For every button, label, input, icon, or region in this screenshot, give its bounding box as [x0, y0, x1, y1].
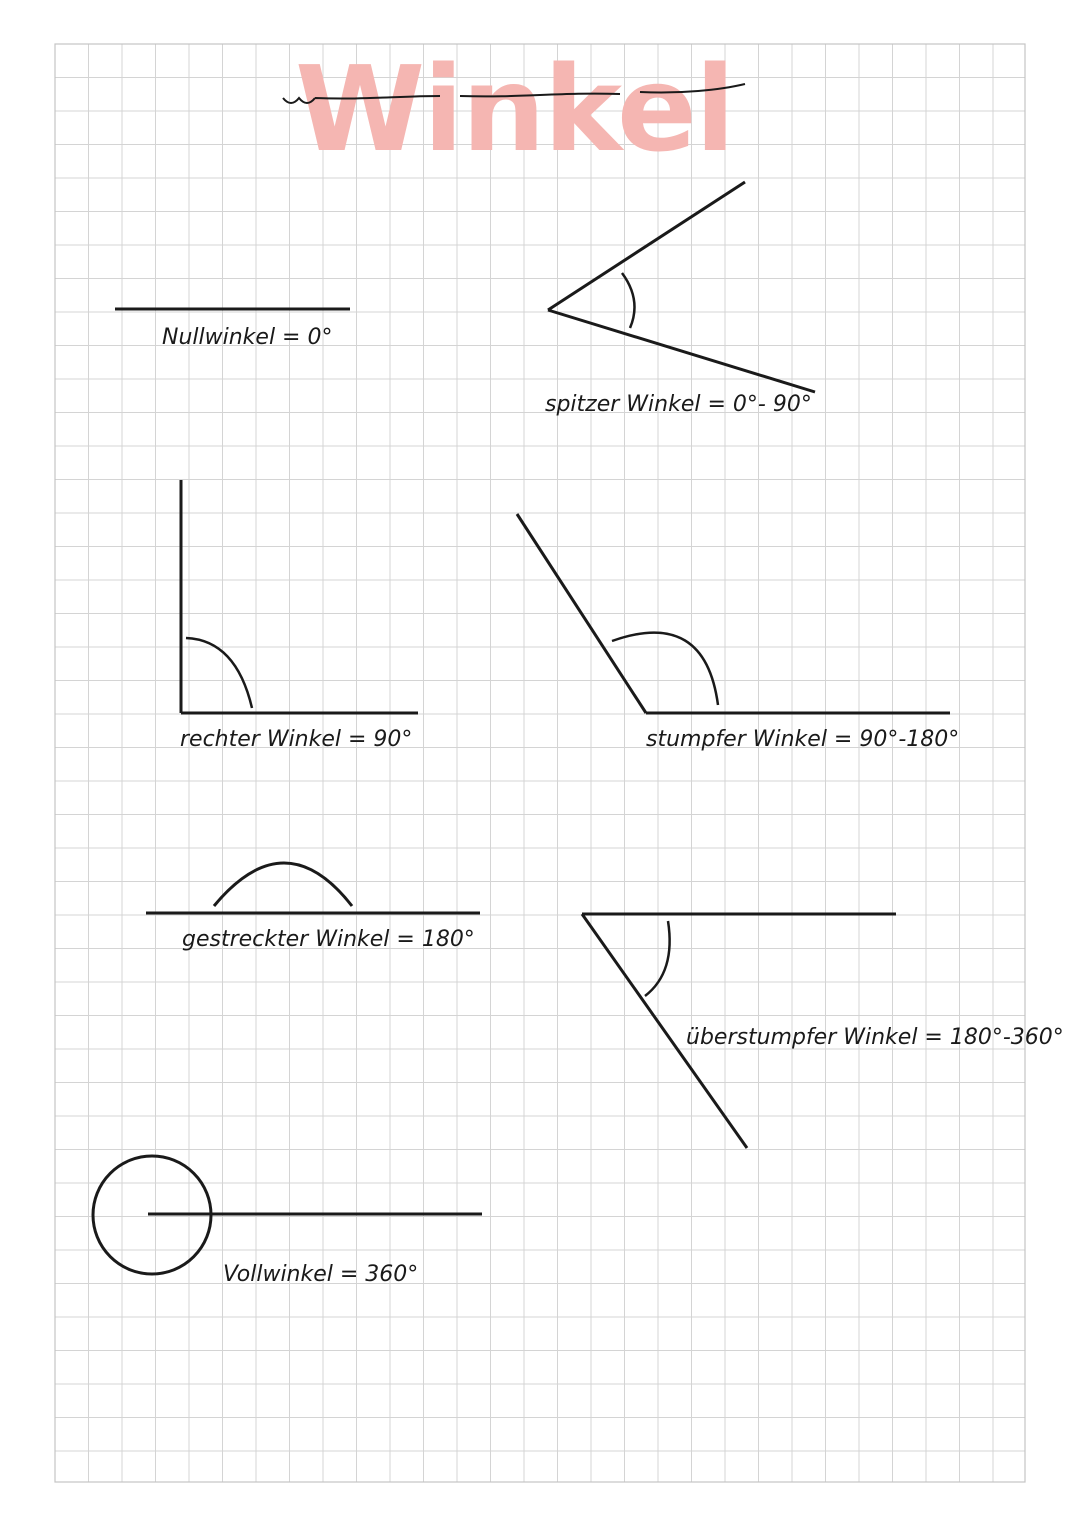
ueberstumpf-arc — [645, 921, 670, 996]
ueberstumpfer-winkel-label: überstumpfer Winkel = 180°-360° — [686, 1025, 1064, 1050]
gestreckter-winkel-figure — [146, 863, 480, 913]
stumpf-arc — [612, 633, 718, 705]
spitz-arc — [622, 273, 635, 328]
gestreckt-arc — [214, 863, 352, 906]
gestreckter-winkel-label: gestreckter Winkel = 180° — [182, 927, 475, 952]
rechter-winkel-figure — [181, 480, 418, 713]
vollwinkel-label: Vollwinkel = 360° — [223, 1262, 419, 1287]
title — [283, 40, 745, 178]
stumpfer-winkel-label: stumpfer Winkel = 90°-180° — [646, 727, 960, 752]
spitz-ray-upper — [548, 182, 745, 310]
spitzer-winkel-figure — [548, 182, 815, 392]
nullwinkel-label: Nullwinkel = 0° — [162, 325, 333, 350]
spitz-ray-lower — [548, 310, 815, 392]
grid-paper — [55, 44, 1025, 1482]
title-highlight-text: Winkel — [295, 40, 734, 178]
spitzer-winkel-label: spitzer Winkel = 0°- 90° — [545, 392, 812, 417]
recht-arc — [186, 638, 252, 708]
rechter-winkel-label: rechter Winkel = 90° — [180, 727, 413, 752]
grid-border — [55, 44, 1025, 1482]
